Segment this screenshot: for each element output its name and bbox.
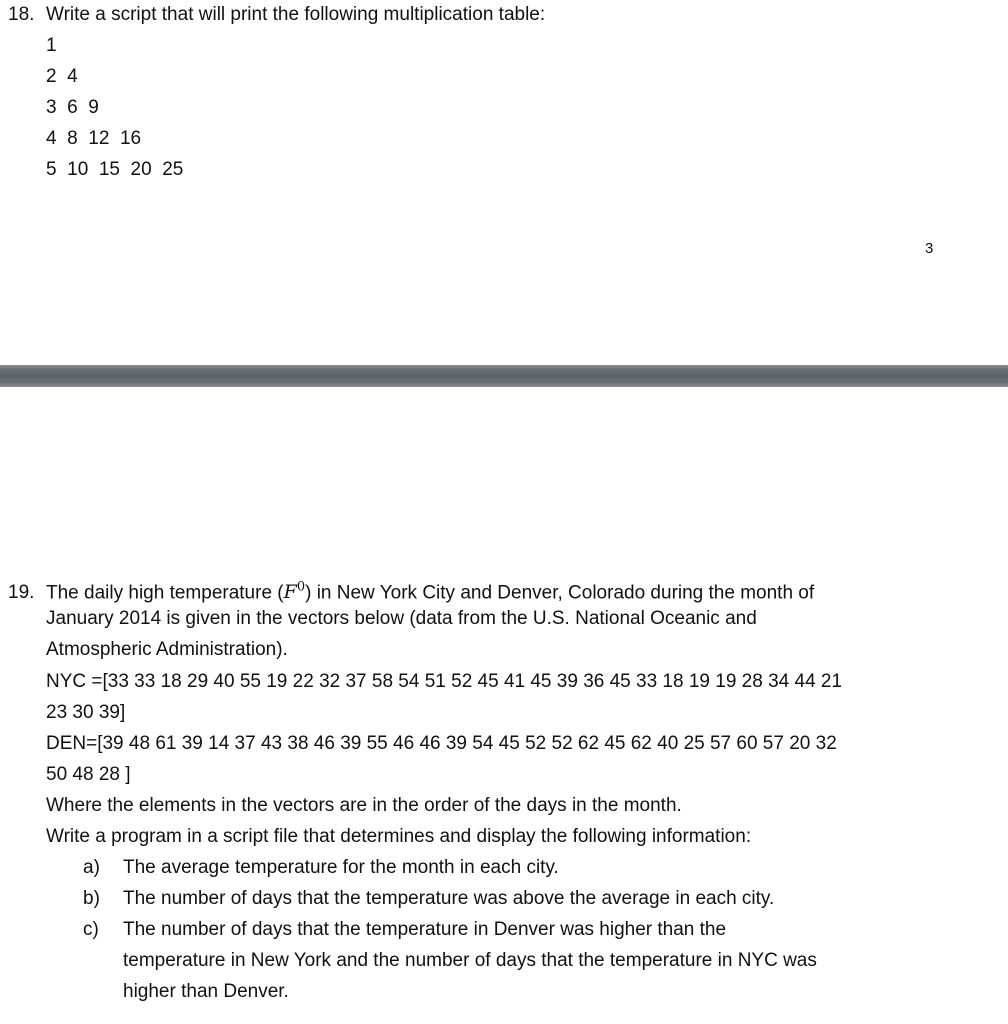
table-row-3: 3 6 9 <box>46 97 99 118</box>
unit-superscript: 0 <box>296 580 306 595</box>
task-intro: Write a program in a script file that determines and display the following information: <box>46 826 752 847</box>
list-item-label: c) <box>83 919 99 940</box>
table-row-1: 1 <box>46 35 57 56</box>
table-row-5: 5 10 15 20 25 <box>46 159 184 180</box>
list-item <box>83 888 774 910</box>
question-18-heading <box>8 4 545 26</box>
table-row-2: 2 4 <box>46 66 78 87</box>
den-vector-line-2: 50 48 28 ] <box>46 764 131 785</box>
list-item-text: The average temperature for the month in each city. <box>123 857 559 878</box>
intro-before-unit: The daily high temperature ( <box>46 582 284 604</box>
nyc-vector-line-2: 23 30 39] <box>46 702 126 723</box>
nyc-vector-line-1: NYC =[33 33 18 29 40 55 19 22 32 37 58 54 51 52 45 41 45 39 36 45 33 18 19 19 28 34 44 21 <box>46 671 843 692</box>
question-prompt: Write a script that will print the following multiplication table: <box>46 4 546 25</box>
table-row-4: 4 8 12 16 <box>46 128 142 149</box>
list-item-text: The number of days that the temperature was above the average in each city. <box>123 888 775 909</box>
page-divider <box>0 365 1008 387</box>
intro-line-3: Atmospheric Administration). <box>46 639 288 660</box>
list-item <box>83 857 559 879</box>
list-item-continuation: higher than Denver. <box>123 981 289 1002</box>
intro-after-unit: ) in New York City and Denver, Colorado during the month of <box>305 582 815 604</box>
temperature-unit <box>284 581 305 603</box>
list-item-label: b) <box>83 888 100 909</box>
page-number: 3 <box>925 240 934 257</box>
question-number: 18. <box>8 4 35 25</box>
intro-line-2: January 2014 is given in the vectors below (data from the U.S. National Oceanic and <box>46 608 757 629</box>
list-item-label: a) <box>83 857 100 878</box>
list-item-continuation: temperature in New York and the number of days that the temperature in NYC was <box>123 950 817 971</box>
order-note: Where the elements in the vectors are in the order of the days in the month. <box>46 795 682 816</box>
unit-base: F <box>283 581 297 604</box>
den-vector-line-1: DEN=[39 48 61 39 14 37 43 38 46 39 55 46 46 39 54 45 52 52 62 45 62 40 25 57 60 57 20 32 <box>46 733 837 754</box>
list-item-text: The number of days that the temperature in Denver was higher than the <box>123 919 727 940</box>
question-19-heading <box>8 577 814 604</box>
question-number: 19. <box>8 582 35 604</box>
list-item <box>83 919 726 941</box>
